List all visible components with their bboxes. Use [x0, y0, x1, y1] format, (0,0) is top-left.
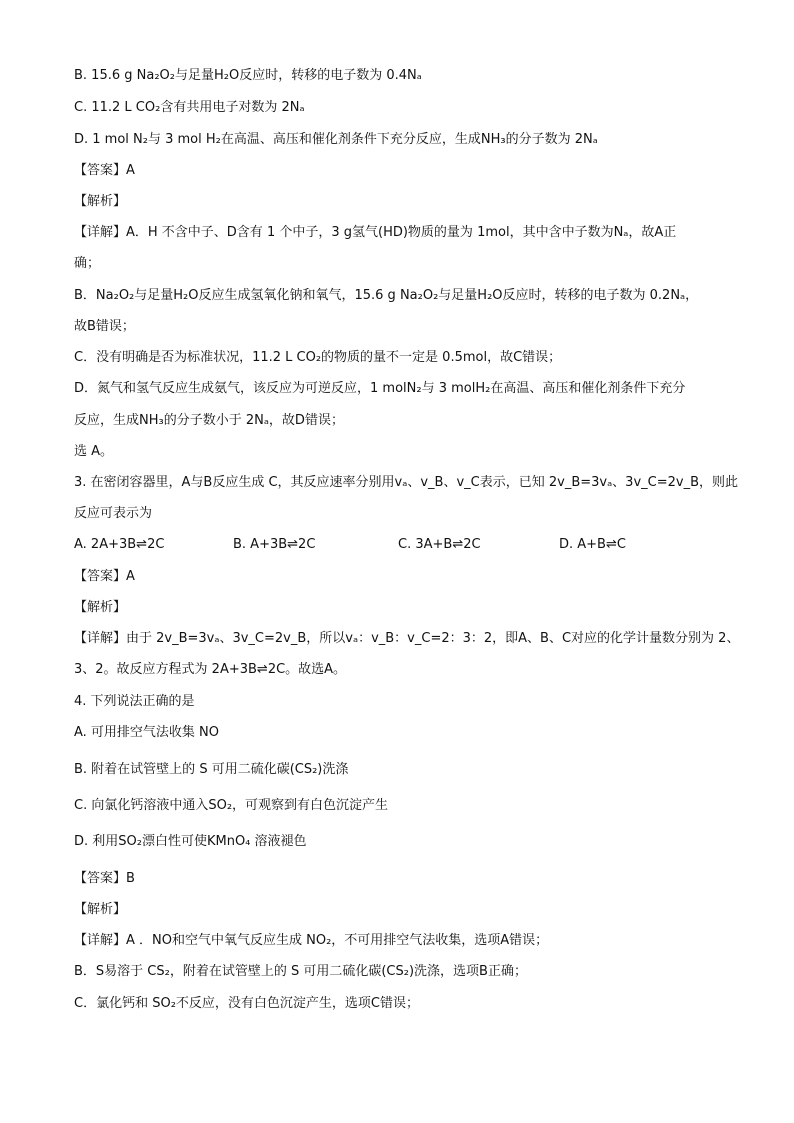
- text-line: 确；: [74, 256, 101, 271]
- analysis-label: 【解析】: [74, 600, 127, 615]
- analysis-label: 【解析】: [74, 902, 127, 917]
- analysis-label: 【解析】: [74, 194, 127, 209]
- text-line: 选 A。: [74, 444, 114, 459]
- question-line: 4. 下列说法正确的是: [74, 694, 195, 709]
- option-line: B. 附着在试管壁上的 S 可用二硫化碳(CS₂)洗涤: [74, 762, 349, 777]
- text-line: B. 15.6 g Na₂O₂与足量H₂O反应时，转移的电子数为 0.4Nₐ: [74, 68, 422, 83]
- text-line: 【详解】由于 2v_B=3vₐ、3v_C=2v_B，所以vₐ：v_B：v_C=2：3：2，即A、B、C对应的化学计量数分别为 2、: [74, 631, 740, 646]
- answer-label: 【答案】B: [74, 871, 135, 886]
- option-b: B. A+3B⇌2C: [233, 537, 316, 552]
- text-line: 【详解】A．H 不含中子、D含有 1 个中子，3 g氢气(HD)物质的量为 1mol，其中含中子数为Nₐ，故A正: [74, 225, 677, 240]
- question-line: 3. 在密闭容器里，A与B反应生成 C，其反应速率分别用vₐ、v_B、v_C表示，已知 2v_B=3vₐ、3v_C=2v_B，则此: [74, 475, 739, 490]
- text-line: B．S易溶于 CS₂，附着在试管壁上的 S 可用二硫化碳(CS₂)洗涤，选项B正确；: [74, 964, 527, 979]
- option-line: C. 向氯化钙溶液中通入SO₂，可观察到有白色沉淀产生: [74, 798, 389, 813]
- text-line: 3、2。故反应方程式为 2A+3B⇌2C。故选A。: [74, 662, 347, 677]
- text-line: 故B错误；: [74, 319, 135, 334]
- option-d: D. A+B⇌C: [559, 537, 626, 552]
- text-line: B．Na₂O₂与足量H₂O反应生成氢氧化钠和氧气，15.6 g Na₂O₂与足量H₂O反应时，转移的电子数为 0.2Nₐ，: [74, 288, 699, 303]
- question-line: 反应可表示为: [74, 506, 153, 521]
- text-line: 反应，生成NH₃的分子数小于 2Nₐ，故D错误；: [74, 413, 344, 428]
- option-line: D. 利用SO₂漂白性可使KMnO₄ 溶液褪色: [74, 834, 307, 849]
- text-line: D. 1 mol N₂与 3 mol H₂在高温、高压和催化剂条件下充分反应，生成NH₃的分子数为 2Nₐ: [74, 132, 598, 147]
- text-line: C．没有明确是否为标准状况，11.2 L CO₂的物质的量不一定是 0.5mol，故C错误；: [74, 350, 562, 365]
- answer-label: 【答案】A: [74, 569, 135, 584]
- text-line: C．氯化钙和 SO₂不反应，没有白色沉淀产生，选项C错误；: [74, 996, 419, 1011]
- option-c: C. 3A+B⇌2C: [398, 537, 481, 552]
- option-a: A. 2A+3B⇌2C: [74, 537, 165, 552]
- text-line: 【详解】A ．NO和空气中氧气反应生成 NO₂，不可用排空气法收集，选项A错误；: [74, 933, 549, 948]
- text-line: D．氮气和氢气反应生成氨气，该反应为可逆反应，1 molN₂与 3 molH₂在高温、高压和催化剂条件下充分: [74, 381, 686, 396]
- option-line: A. 可用排空气法收集 NO: [74, 725, 220, 740]
- answer-label: 【答案】A: [74, 163, 135, 178]
- text-line: C. 11.2 L CO₂含有共用电子对数为 2Nₐ: [74, 100, 305, 115]
